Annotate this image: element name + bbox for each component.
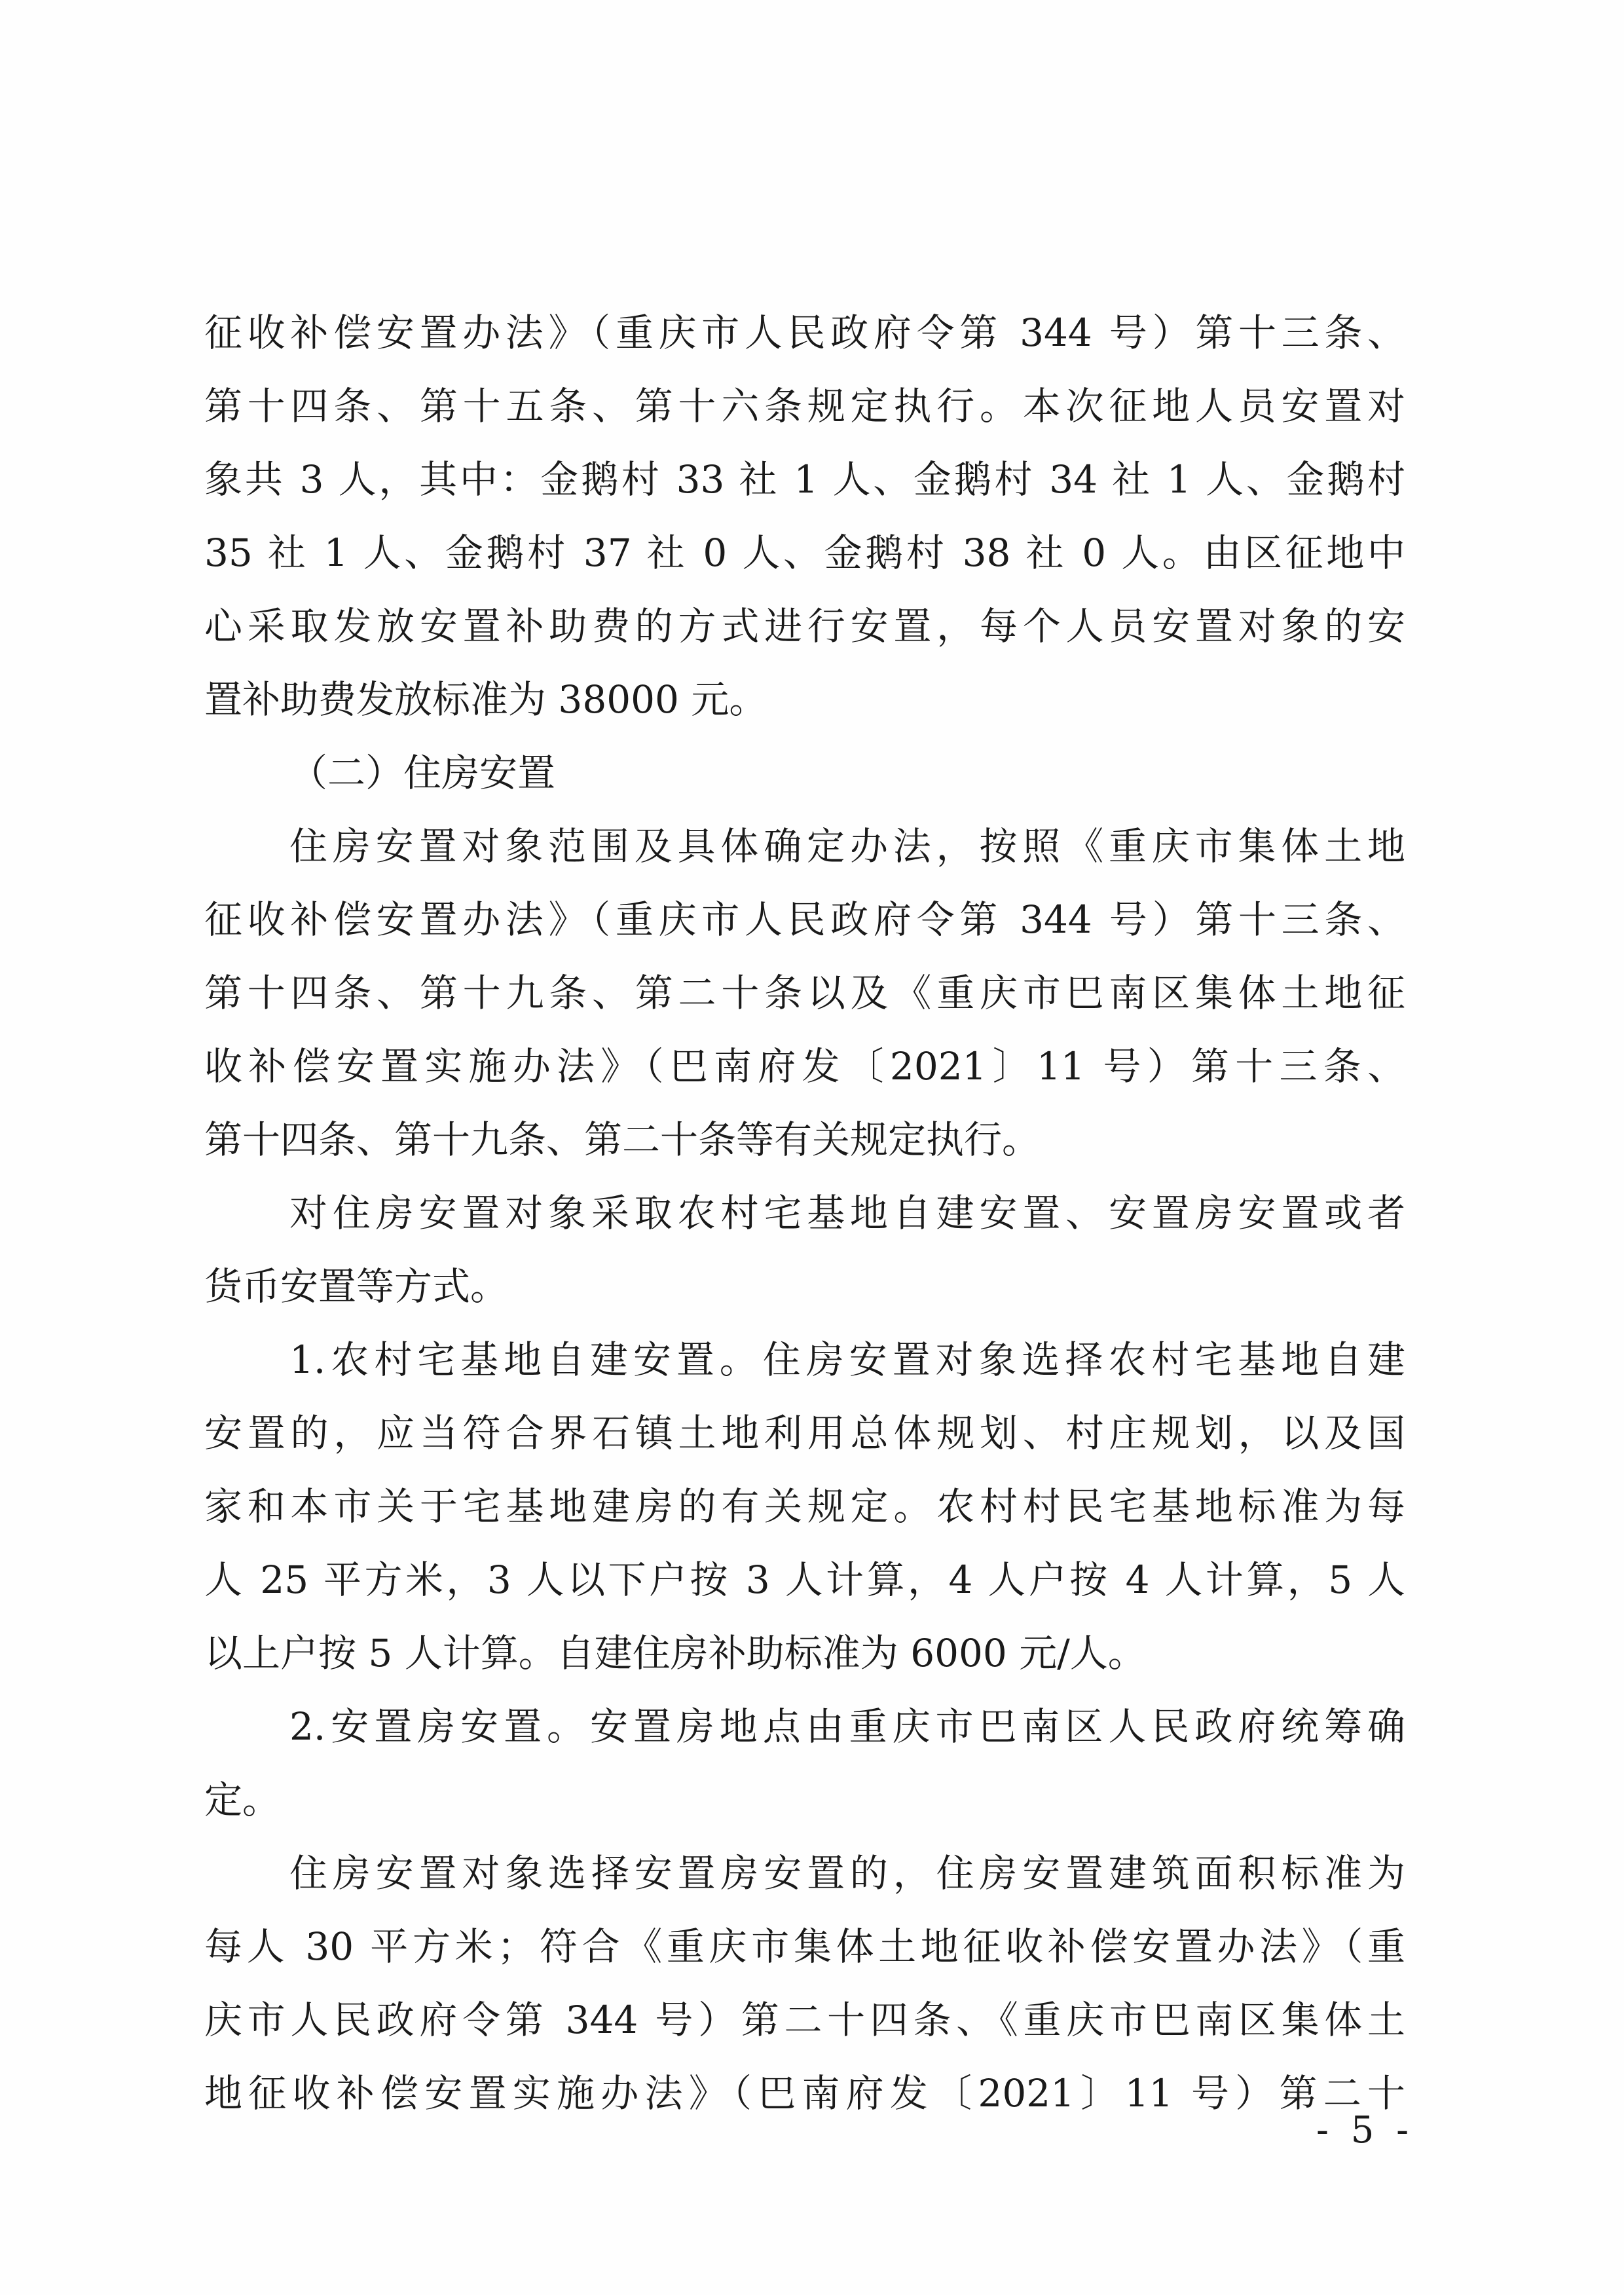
text-line: 第十四条、第十九条、第二十条以及《重庆市巴南区集体土地征 (204, 971, 1405, 1015)
paragraph-first-line: 2.安置房安置。安置房地点由重庆市巴南区人民政府统筹确 (289, 1704, 1405, 1749)
paragraph-first-line: 住房安置对象选择安置房安置的，住房安置建筑面积标准为 (289, 1851, 1405, 1895)
document-body (204, 296, 1405, 2130)
paragraph-first-line: 住房安置对象范围及具体确定办法，按照《重庆市集体土地 (289, 824, 1405, 868)
text-line: 象共 3 人，其中：金鹅村 33 社 1 人、金鹅村 34 社 1 人、金鹅村 (204, 457, 1405, 502)
text-line: 人 25 平方米，3 人以下户按 3 人计算，4 人户按 4 人计算，5 人 (204, 1558, 1405, 1602)
section-heading: （二）住房安置 (289, 751, 556, 795)
text-line: 庆市人民政府令第 344 号）第二十四条、《重庆市巴南区集体土 (204, 1998, 1405, 2042)
text-line: 第十四条、第十九条、第二十条等有关规定执行。 (204, 1117, 1041, 1162)
paragraph-first-line: 对住房安置对象采取农村宅基地自建安置、安置房安置或者 (289, 1191, 1405, 1235)
text-line: 定。 (204, 1778, 281, 1822)
text-line: 收补偿安置实施办法》（巴南府发〔2021〕11 号）第十三条、 (204, 1044, 1405, 1089)
text-line: 心采取发放安置补助费的方式进行安置，每个人员安置对象的安 (204, 604, 1405, 648)
text-line: 每人 30 平方米；符合《重庆市集体土地征收补偿安置办法》（重 (204, 1924, 1405, 1969)
text-line: 安置的，应当符合界石镇土地利用总体规划、村庄规划，以及国 (204, 1411, 1405, 1455)
text-line: 第十四条、第十五条、第十六条规定执行。本次征地人员安置对 (204, 384, 1405, 428)
text-line: 置补助费发放标准为 38000 元。 (204, 677, 767, 722)
text-line: 货币安置等方式。 (204, 1264, 509, 1309)
paragraph-first-line: 1.农村宅基地自建安置。住房安置对象选择农村宅基地自建 (289, 1337, 1405, 1382)
text-line: 地征收补偿安置实施办法》（巴南府发〔2021〕11 号）第二十 (204, 2071, 1405, 2116)
page-number: - 5 - (1316, 2109, 1414, 2152)
text-line: 家和本市关于宅基地建房的有关规定。农村村民宅基地标准为每 (204, 1484, 1405, 1529)
text-line: 征收补偿安置办法》（重庆市人民政府令第 344 号）第十三条、 (204, 897, 1405, 942)
text-line: 35 社 1 人、金鹅村 37 社 0 人、金鹅村 38 社 0 人。由区征地中 (204, 531, 1405, 575)
text-line: 征收补偿安置办法》（重庆市人民政府令第 344 号）第十三条、 (204, 310, 1405, 355)
text-line: 以上户按 5 人计算。自建住房补助标准为 6000 元/人。 (204, 1631, 1146, 1675)
